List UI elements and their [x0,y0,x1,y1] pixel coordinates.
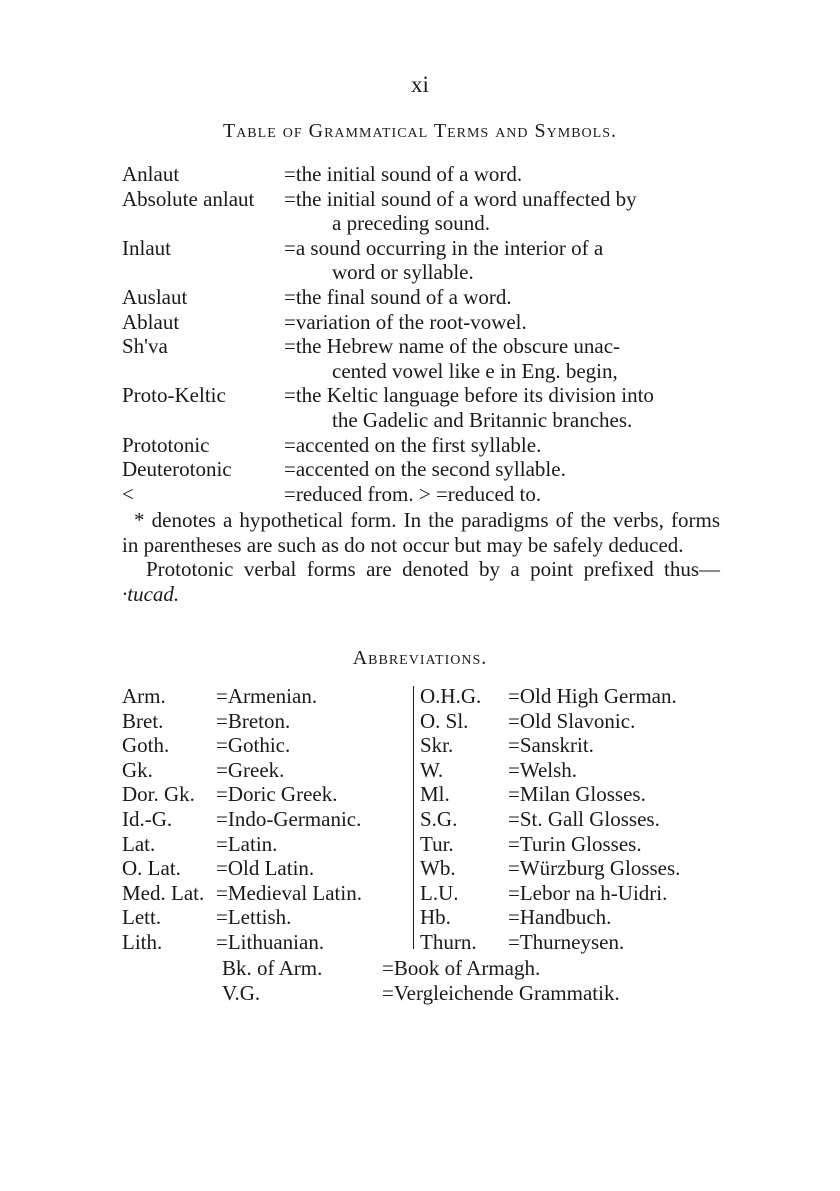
term-name: Inlaut [122,235,171,260]
term-row [122,334,722,383]
term-row [122,433,722,458]
term-definition-continuation: cented vowel like e in Eng. begin, [332,358,618,383]
abbreviation-meaning: =Lebor na h-Uidri. [508,880,668,905]
term-definition-continuation: word or syllable. [332,260,474,285]
abbreviation-row [122,709,412,734]
abbreviation-row [420,684,730,709]
term-definition [284,334,722,383]
abbreviation-row [122,881,412,906]
note-prototonic-example: ·tucad. [122,581,180,606]
term-row [122,457,722,482]
term-definition-line: =variation of the root-vowel. [284,309,527,334]
abbreviation-row [122,856,412,881]
term-name: Deuterotonic [122,457,232,482]
abbreviation-meaning: =Armenian. [216,684,318,708]
abbreviation-meaning: =Old Latin. [216,856,315,881]
abbreviation-row [122,684,412,709]
term-definition-continuation: the Gadelic and Britannic branches. [332,407,633,432]
term-definition [284,162,722,187]
abbreviation: Thurn. [420,929,477,954]
term-row [122,482,722,507]
abbreviation-row [420,856,730,881]
abbreviation-meaning: =Gothic. [216,733,291,758]
abbreviation: Hb. [420,905,451,930]
abbreviation-meaning: =Book of Armagh. [382,956,541,980]
abbreviations-right-column [420,684,730,955]
abbreviation-meaning: =St. Gall Glosses. [508,806,660,831]
abbreviation-meaning: =Breton. [216,708,291,733]
abbreviation-meaning: =Indo-Germanic. [216,806,362,831]
abbreviation: Lat. [122,831,156,856]
abbreviation-row [420,807,730,832]
abbreviation-row [420,881,730,906]
abbreviation-row [420,905,730,930]
abbreviation: Bk. of Arm. [222,956,323,980]
abbreviation-row [420,758,730,783]
abbreviation-meaning: =Würzburg Glosses. [508,856,681,881]
term-name: Prototonic [122,432,210,457]
notes [122,508,720,606]
abbreviation-meaning: =Welsh. [508,757,578,782]
column-divider [413,686,414,949]
term-definition-line: =reduced from. > =reduced to. [284,481,542,506]
abbreviation-meaning: =Lithuanian. [216,929,325,954]
abbreviation-row [122,905,412,930]
abbreviation: Gk. [122,757,153,782]
term-definition-line: =the Hebrew name of the obscure unac- [284,334,621,359]
term-definition-line: =the Keltic language before its division into [284,383,654,408]
abbreviation-row [420,733,730,758]
term-definition-line: =the final sound of a word. [284,284,512,309]
abbreviation-row [222,956,620,981]
abbreviations-left-column [122,684,412,955]
abbreviation: O.H.G. [420,684,482,708]
abbreviation-meaning: =Medieval Latin. [216,880,362,905]
abbreviation-meaning: =Thurneysen. [508,929,625,954]
term-name: Auslaut [122,284,188,309]
abbreviation-meaning: =Old High German. [508,684,677,708]
abbreviation: Id.-G. [122,806,173,831]
abbreviation-meaning: =Turin Glosses. [508,831,642,856]
term-definition [284,433,722,458]
abbreviation: W. [420,757,444,782]
abbreviation: Skr. [420,733,454,758]
term-row [122,383,722,432]
abbreviation-row [122,930,412,955]
term-definition-line: =the initial sound of a word unaffected by [284,186,637,211]
abbreviation-meaning: =Vergleichende Grammatik. [382,980,620,1005]
abbreviation-row [420,782,730,807]
abbreviation-meaning: =Greek. [216,757,285,782]
term-definition [284,285,722,310]
abbreviation-row [420,709,730,734]
abbreviation: O. Sl. [420,708,469,733]
term-name: Ablaut [122,309,180,334]
term-definition [284,482,722,507]
abbreviation-row [122,832,412,857]
abbreviation: Med. Lat. [122,880,205,905]
abbreviation-meaning: =Handbuch. [508,905,612,930]
abbreviations-heading: Abbreviations. [352,647,488,669]
abbreviation-row [122,733,412,758]
abbreviation-row [122,807,412,832]
term-row [122,187,722,236]
abbreviation-meaning: =Milan Glosses. [508,782,646,807]
note-prototonic-text: Prototonic verbal forms are denoted by a point prefixed thus— [146,557,720,582]
term-definition-line: =the initial sound of a word. [284,162,523,186]
note-prototonic [122,557,720,606]
abbreviation-meaning: =Latin. [216,831,278,856]
term-definition [284,457,722,482]
page-number: xi [411,72,429,97]
term-row [122,162,722,187]
term-definition [284,187,722,236]
abbreviation: Ml. [420,782,450,807]
term-row [122,310,722,335]
term-row [122,285,722,310]
abbreviation: Goth. [122,733,170,758]
note-hypothetical: * denotes a hypothetical form. In the paradigms of the verbs, forms in parentheses are such as do not occur but may be safely deduced. [122,508,720,557]
abbreviation-meaning: =Lettish. [216,905,292,930]
abbreviation-row [122,782,412,807]
abbreviation-row [122,758,412,783]
terms-list [122,162,722,506]
abbreviation: Tur. [420,831,454,856]
abbreviation-meaning: =Sanskrit. [508,733,594,758]
term-row [122,236,722,285]
term-definition [284,236,722,285]
term-name: Absolute anlaut [122,186,255,211]
term-definition-continuation: a preceding sound. [332,211,491,236]
term-definition [284,383,722,432]
term-definition [284,310,722,335]
abbreviation: Dor. Gk. [122,782,195,807]
term-definition-line: =accented on the second syllable. [284,457,566,482]
abbreviation: Bret. [122,708,164,733]
abbreviation-row [222,981,620,1006]
abbreviation: V.G. [222,980,261,1005]
page-title: Table of Grammatical Terms and Symbols. [222,120,617,142]
abbreviation: Lith. [122,929,163,954]
term-name: Proto-Keltic [122,383,226,408]
abbreviation-row [420,832,730,857]
term-definition-line: =accented on the first syllable. [284,432,542,457]
abbreviation: S.G. [420,806,458,831]
abbreviation: Lett. [122,905,162,930]
abbreviation: O. Lat. [122,856,181,881]
abbreviation-meaning: =Doric Greek. [216,782,338,807]
abbreviation-row [420,930,730,955]
abbreviation: Arm. [122,684,166,708]
abbreviation: L.U. [420,880,459,905]
abbreviation: Wb. [420,856,456,881]
abbreviation-meaning: =Old Slavonic. [508,708,636,733]
term-name: < [122,481,134,506]
abbreviations-extra [222,956,620,1005]
term-name: Sh'va [122,334,168,359]
term-name: Anlaut [122,162,180,186]
term-definition-line: =a sound occurring in the interior of a [284,235,604,260]
